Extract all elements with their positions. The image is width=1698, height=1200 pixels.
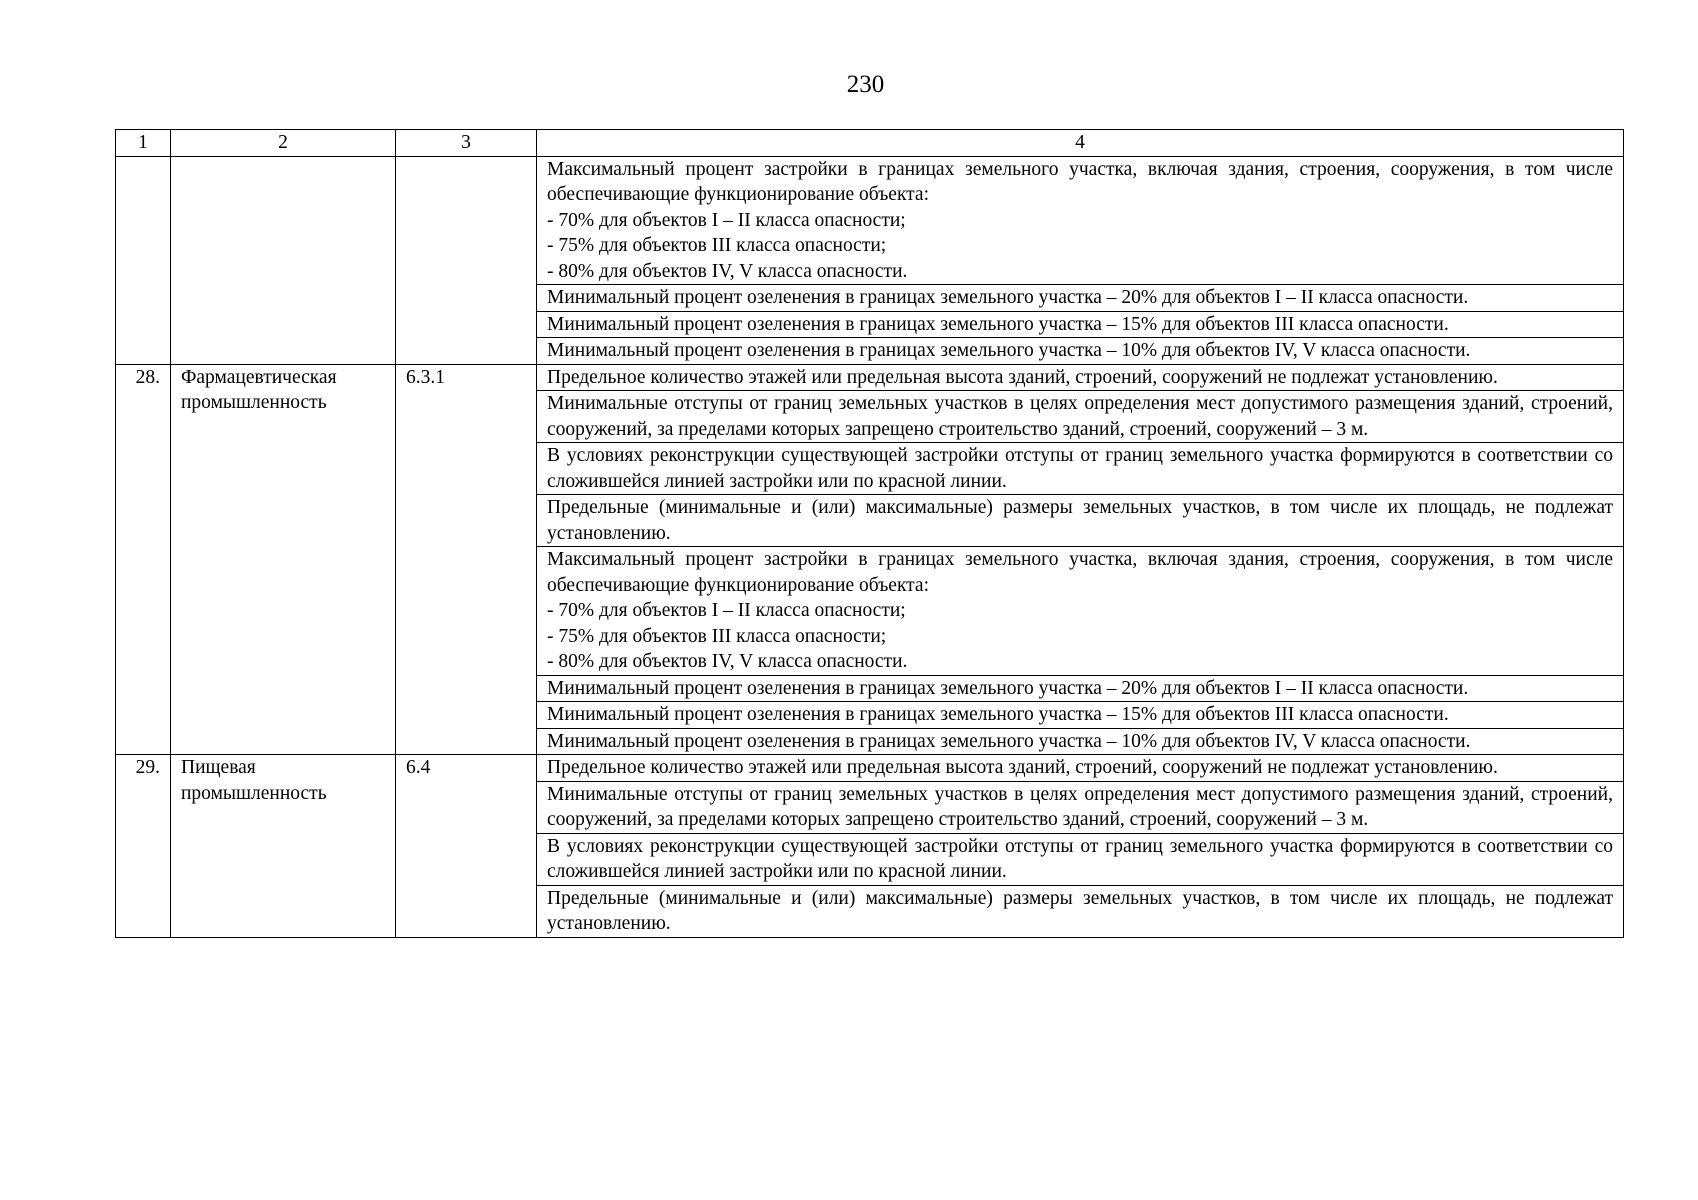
name-cell: Пищевая промышленность: [171, 755, 396, 938]
num-cell: [116, 156, 171, 364]
code-cell: [396, 156, 537, 364]
requirement-cell: [537, 156, 1624, 285]
num-cell: 29.: [116, 755, 171, 938]
table-header-row: [116, 130, 1624, 157]
requirement-cell: Минимальный процент озеленения в границах земельного участка – 15% для объектов III класса опасности.: [537, 311, 1624, 338]
name-cell: Фармацевтическая промышленность: [171, 364, 396, 755]
list-item: - 75% для объектов III класса опасности;: [547, 235, 887, 256]
header-cell: 3: [396, 130, 537, 157]
requirement-cell: Минимальный процент озеленения в границах земельного участка – 15% для объектов III класса опасности.: [537, 702, 1624, 729]
requirement-cell: Минимальный процент озеленения в границах земельного участка – 20% для объектов I – II класса опасности.: [537, 675, 1624, 702]
requirement-cell: В условиях реконструкции существующей застройки отступы от границ земельного участка формируются в соответствии со сложившейся линией застройки или по красной линии.: [537, 443, 1624, 495]
requirement-cell: Минимальный процент озеленения в границах земельного участка – 10% для объектов IV, V класса опасности.: [537, 338, 1624, 365]
requirement-cell: Минимальные отступы от границ земельных участков в целях определения мест допустимого размещения зданий, строений, сооружений, за пределами которых запрещено строительство зданий, строений, сооружений – 3 м.: [537, 391, 1624, 443]
requirement-cell: Предельное количество этажей или предельная высота зданий, строений, сооружений не подлежат установлению.: [537, 364, 1624, 391]
list-item: - 80% для объектов IV, V класса опасности.: [547, 260, 908, 282]
name-cell: [171, 156, 396, 364]
table-row: [116, 755, 1624, 782]
requirement-text: Максимальный процент застройки в границах земельного участка, включая здания, строения, сооружения, в том числе обеспечивающие функционирование объекта:: [547, 158, 1613, 205]
header-cell: 2: [171, 130, 396, 157]
requirement-cell: [537, 547, 1624, 676]
requirement-cell: Минимальные отступы от границ земельных участков в целях определения мест допустимого размещения зданий, строений, сооружений, за пределами которых запрещено строительство зданий, строений, сооружений – 3 м.: [537, 781, 1624, 833]
requirement-text: Максимальный процент застройки в границах земельного участка, включая здания, строения, сооружения, в том числе обеспечивающие функционирование объекта:: [547, 549, 1613, 596]
code-cell: 6.4: [396, 755, 537, 938]
list-item: - 70% для объектов I – II класса опасности;: [547, 600, 906, 621]
list-item: - 70% для объектов I – II класса опасности;: [547, 209, 906, 231]
regulations-table: [115, 129, 1624, 938]
list-item: - 75% для объектов III класса опасности;: [547, 625, 887, 647]
requirement-cell: Минимальный процент озеленения в границах земельного участка – 10% для объектов IV, V класса опасности.: [537, 728, 1624, 755]
requirement-cell: Минимальный процент озеленения в границах земельного участка – 20% для объектов I – II класса опасности.: [537, 285, 1624, 312]
header-cell: 1: [116, 130, 171, 157]
table-row: [116, 156, 1624, 285]
table-row: [116, 364, 1624, 391]
list-item: - 80% для объектов IV, V класса опасности.: [547, 651, 908, 672]
requirement-cell: В условиях реконструкции существующей застройки отступы от границ земельного участка формируются в соответствии со сложившейся линией застройки или по красной линии.: [537, 833, 1624, 885]
requirement-cell: Предельные (минимальные и (или) максимальные) размеры земельных участков, в том числе их площадь, не подлежат установлению.: [537, 885, 1624, 937]
requirement-cell: Предельные (минимальные и (или) максимальные) размеры земельных участков, в том числе их площадь, не подлежат установлению.: [537, 495, 1624, 547]
num-cell: 28.: [116, 364, 171, 755]
code-cell: 6.3.1: [396, 364, 537, 755]
requirement-cell: Предельное количество этажей или предельная высота зданий, строений, сооружений не подлежат установлению.: [537, 755, 1624, 782]
page-number: 230: [846, 71, 885, 98]
header-cell: 4: [537, 130, 1624, 157]
